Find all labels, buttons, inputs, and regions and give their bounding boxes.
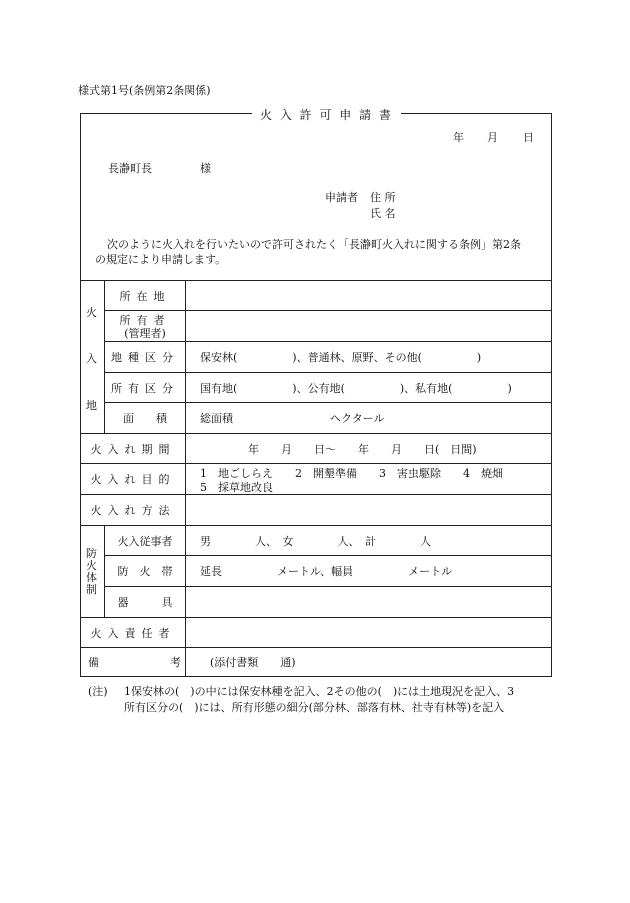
row-divider	[80, 647, 552, 648]
land-type-label: 地種区分	[111, 351, 179, 364]
fire-group-char2: 火	[86, 559, 97, 572]
frame-right-border	[551, 113, 552, 677]
column-divider	[185, 280, 186, 676]
applicant-address-label: 住 所	[370, 191, 396, 204]
purpose-options-line2: 5 採草地改良	[200, 481, 273, 494]
area-label: 面 積	[123, 412, 167, 425]
date-day: 日	[523, 131, 534, 144]
purpose-label: 火入れ目的	[90, 473, 176, 486]
area-value-unit: ヘクタール	[330, 412, 385, 425]
land-group-char2: 入	[86, 352, 97, 365]
date-month: 月	[487, 131, 498, 144]
land-group-char1: 火	[86, 306, 97, 319]
owner-label: 所有者	[119, 314, 171, 327]
land-group-char3: 地	[86, 399, 97, 412]
workers-label: 火入従事者	[117, 534, 173, 548]
applicant-name-label: 氏 名	[370, 207, 396, 220]
responsible-label: 火入責任者	[90, 626, 176, 640]
remarks-label-left: 備	[88, 656, 99, 669]
location-label: 所在地	[119, 289, 171, 303]
workers-value: 男 人、 女 人、 計 人	[200, 534, 431, 548]
period-value: 年 月 日〜 年 月 日( 日間)	[248, 442, 477, 456]
date-year: 年	[453, 131, 464, 144]
remarks-value: (添付書類 通)	[210, 656, 296, 669]
ownership-label: 所有区分	[111, 381, 179, 395]
firebreak-value: 延長 メートル、幅員 メートル	[200, 565, 453, 578]
intro-text-line1: 次のように火入れを行いたいので許可されたく「長瀞町火入れに関する条例」第2条	[107, 238, 521, 251]
purpose-options-line1: 1 地ごしらえ 2 開墾準備 3 害虫駆除 4 焼畑	[200, 467, 503, 480]
method-label: 火入れ方法	[90, 504, 176, 517]
note-line2: 所有区分の( )には、所有形態の細分(部分林、部落有林、社寺有林等)を記入	[124, 701, 505, 714]
period-label: 火入れ期間	[90, 442, 176, 456]
fire-group-char1: 防	[86, 547, 97, 560]
fire-group-char4: 制	[86, 583, 97, 596]
fire-group-char3: 体	[86, 571, 97, 584]
frame-bottom-border	[80, 676, 552, 677]
addressee-honorific: 様	[200, 162, 211, 175]
land-type-value: 保安林( )、普通林、原野、その他( )	[200, 351, 482, 364]
ownership-value: 国有地( )、公有地( )、私有地( )	[200, 381, 512, 395]
form-number: 様式第1号(条例第2条関係)	[78, 84, 211, 97]
equipment-label: 器 具	[117, 596, 173, 609]
remarks-label-right: 考	[170, 656, 181, 669]
area-value-prefix: 総面積	[200, 412, 233, 425]
owner-sublabel: (管理者)	[124, 327, 166, 340]
form-title: 火 入 許 可 申 請 書	[252, 106, 401, 123]
row-divider	[104, 310, 552, 311]
intro-text-line2: の規定により申請します。	[95, 253, 227, 266]
note-prefix: (注)	[88, 685, 108, 698]
applicant-label: 申請者	[325, 191, 358, 204]
firebreak-label: 防 火 帯	[117, 565, 173, 578]
note-line1: 1保安林の( )の中には保安林種を記入、2その他の( )には土地現況を記入、3	[124, 685, 515, 698]
frame-left-border	[80, 113, 81, 677]
addressee-name: 長瀞町長	[108, 162, 152, 175]
